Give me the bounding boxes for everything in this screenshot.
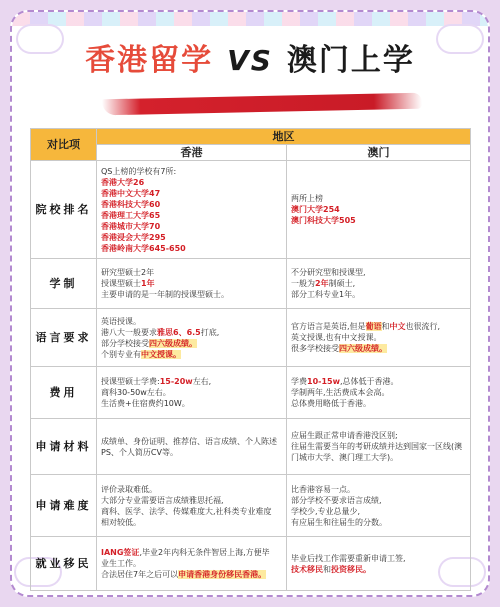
title-block	[12, 38, 488, 116]
header-item: 对比项	[31, 129, 97, 161]
cell-mo-ranking: 两所上榜 澳门大学254 澳门科技大学505	[287, 161, 471, 259]
table-row	[31, 309, 471, 367]
list-item: 香港城市大学70	[101, 221, 161, 231]
cell-hk-ranking: QS上榜的学校有7所: 香港大学26 香港中文大学47 香港科技大学60 香港理工大学65 香港城市大学70 香港浸会大学295 香港岭南大学645-650	[97, 161, 287, 259]
table-row	[31, 161, 471, 259]
table-row	[31, 475, 471, 537]
list-item: 香港科技大学60	[101, 199, 161, 209]
cell-mo-language: 官方语言是英语,但是葡语和中文也很流行, 英文授课,也有中文授课。 很多学校接受四六级成绩。	[287, 309, 471, 367]
cell-mo-employment: 毕业后找工作需要重新申请工签, 技术移民和投资移民。	[287, 537, 471, 591]
list-item: 香港岭南大学645-650	[101, 243, 186, 253]
row-label: 语言要求	[31, 309, 97, 367]
table-row	[31, 537, 471, 591]
cell-mo-cost: 学费10-15w,总体低于香港。 学制两年,生活费成本会高。 总体费用略低于香港。	[287, 367, 471, 419]
row-label: 就业移民	[31, 537, 97, 591]
list-item: 香港中文大学47	[101, 188, 161, 198]
row-label: 费用	[31, 367, 97, 419]
decorative-stripe	[12, 12, 488, 26]
cell-mo-system: 不分研究型和授课型, 一般为2年制硕士, 部分工科专业1年。	[287, 259, 471, 309]
table-row	[31, 259, 471, 309]
cell-hk-employment: IANG签证,毕业2年内科无条件智居上海,方便毕 业生工作。 合法居住7年之后可以申请香港身份移民香港。	[97, 537, 287, 591]
header-region: 地区	[97, 129, 471, 145]
list-item: 澳门大学254	[291, 205, 340, 214]
row-label: 申请难度	[31, 475, 97, 537]
list-item: 香港理工大学65	[101, 210, 161, 220]
list-item: 香港大学26	[101, 177, 145, 187]
page-title	[85, 38, 415, 84]
brush-stroke-decoration	[102, 93, 422, 116]
title-vs: VS	[227, 44, 273, 77]
cell-hk-language: 英语授课。 港八大一般要求雅思6、6.5打底, 部分学校接受四六级成绩。 个别专业有中文授课。	[97, 309, 287, 367]
title-mo: 澳门上学	[286, 43, 415, 78]
cell-hk-materials: 成绩单、身份证明、推荐信、语言成绩、个人陈述 PS、个人简历CV等。	[97, 419, 287, 475]
list-item: 香港浸会大学295	[101, 232, 166, 242]
cell-hk-cost: 授课型硕士学费:15-20w左右, 商科30-50w左右。 生活费+住宿费约10W。	[97, 367, 287, 419]
table-row	[31, 367, 471, 419]
row-label: 学制	[31, 259, 97, 309]
cell-hk-difficulty: 评价录取难低。 大部分专业需要语言成绩雅思托福, 商科、医学、法学、传媒难度大,社科类专业难度 相对较低。	[97, 475, 287, 537]
comparison-table	[30, 128, 471, 591]
header-mo: 澳门	[287, 145, 471, 161]
row-label: 申请材料	[31, 419, 97, 475]
table-row	[31, 419, 471, 475]
list-item: 澳门科技大学505	[291, 216, 356, 225]
title-hk: 香港留学	[85, 43, 214, 78]
row-label: 院校排名	[31, 161, 97, 259]
cell-mo-difficulty: 比香港容易一点。 部分学校不要求语言成绩, 学校少,专业总量少, 有应届生和往届生的分数。	[287, 475, 471, 537]
cell-hk-system: 研究型硕士2年 授课型硕士1年 主要申请的是一年制的授课型硕士。	[97, 259, 287, 309]
cell-mo-materials: 应届生跟正常申请香港没区别; 往届生需要当年的考研成绩并达到国家一区线(澳 门城市大学、澳门理工大学)。	[287, 419, 471, 475]
header-hk: 香港	[97, 145, 287, 161]
